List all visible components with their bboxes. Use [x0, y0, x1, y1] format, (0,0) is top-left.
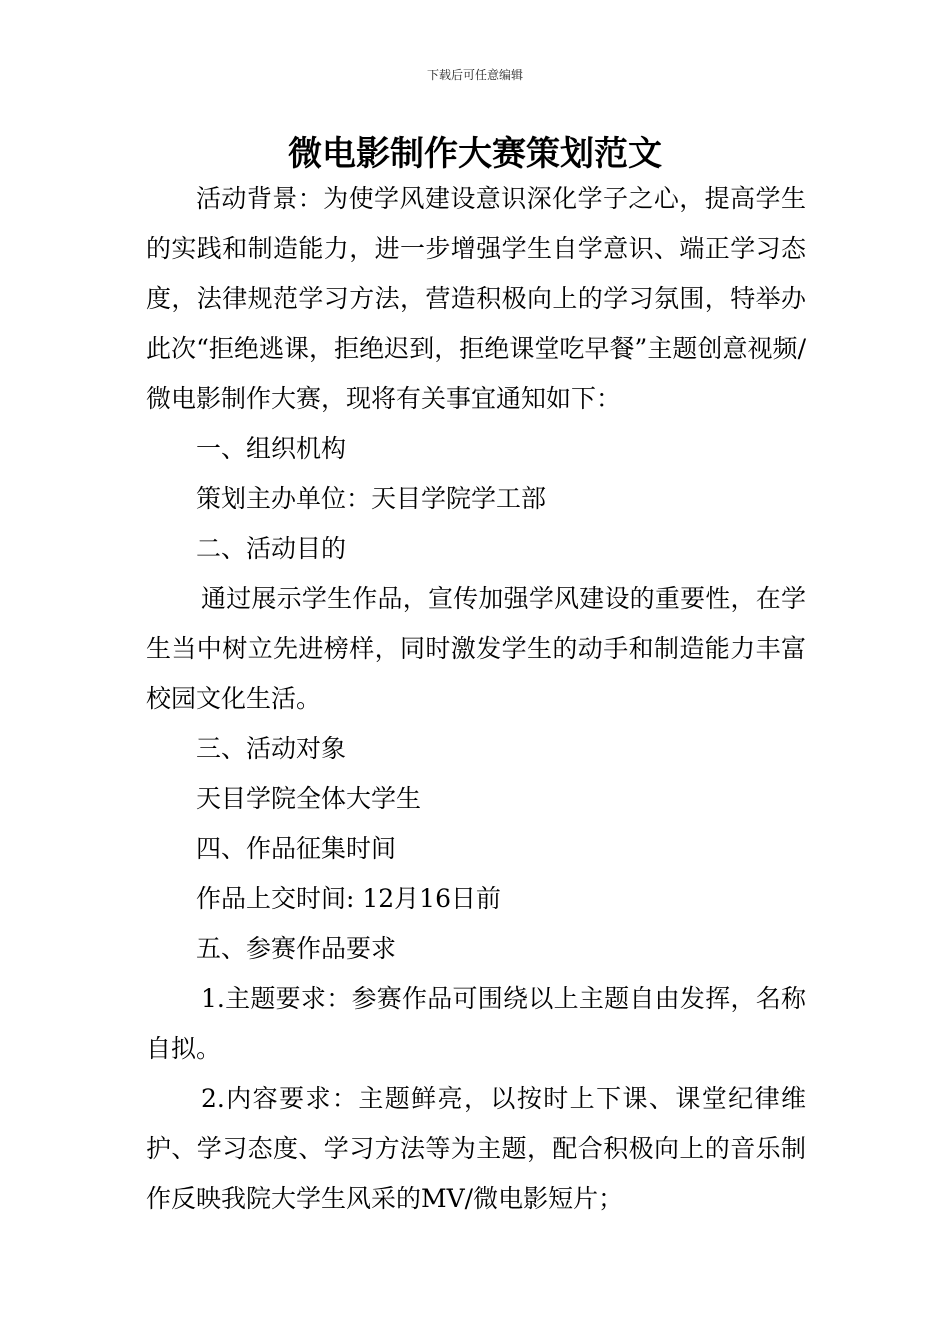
paragraph-audience: 天目学院全体大学生 — [196, 784, 422, 813]
section-heading-collection-time: 四、作品征集时间 — [196, 834, 397, 863]
section-heading-purpose: 二、活动目的 — [196, 534, 347, 563]
paragraph-content-requirement: 2.内容要求：主题鲜亮，以按时上下课、课堂纪律维护、学习态度、学习方法等为主题，配合积极向上的音乐制作反映我院大学生风采的MV/微电影短片； — [146, 1084, 806, 1213]
page-header: 下载后可任意编辑 — [426, 68, 523, 82]
paragraph-purpose: 通过展示学生作品，宣传加强学风建设的重要性，在学生当中树立先进榜样，同时激发学生的动手和制造能力丰富校园文化生活。 — [146, 584, 806, 713]
section-heading-audience: 三、活动对象 — [196, 734, 347, 763]
paragraph-organizer: 策划主办单位：天目学院学工部 — [196, 484, 547, 513]
paragraph-theme-requirement: 1.主题要求：参赛作品可围绕以上主题自由发挥，名称自拟。 — [146, 984, 806, 1063]
paragraph-submission-time: 作品上交时间: 12月16日前 — [196, 884, 501, 913]
document-title: 微电影制作大赛策划范文 — [288, 134, 662, 174]
section-heading-organization: 一、组织机构 — [196, 434, 347, 463]
document-body — [146, 174, 806, 1224]
paragraph-background: 活动背景：为使学风建设意识深化学子之心，提高学生的实践和制造能力，进一步增强学生自学意识、端正学习态度，法律规范学习方法，营造积极向上的学习氛围，特举办此次“拒绝逃课，拒绝迟到，拒绝课堂吃早餐”主题创意视频/微电影制作大赛，现将有关事宜通知如下： — [146, 184, 806, 413]
section-heading-requirements: 五、参赛作品要求 — [196, 934, 397, 963]
